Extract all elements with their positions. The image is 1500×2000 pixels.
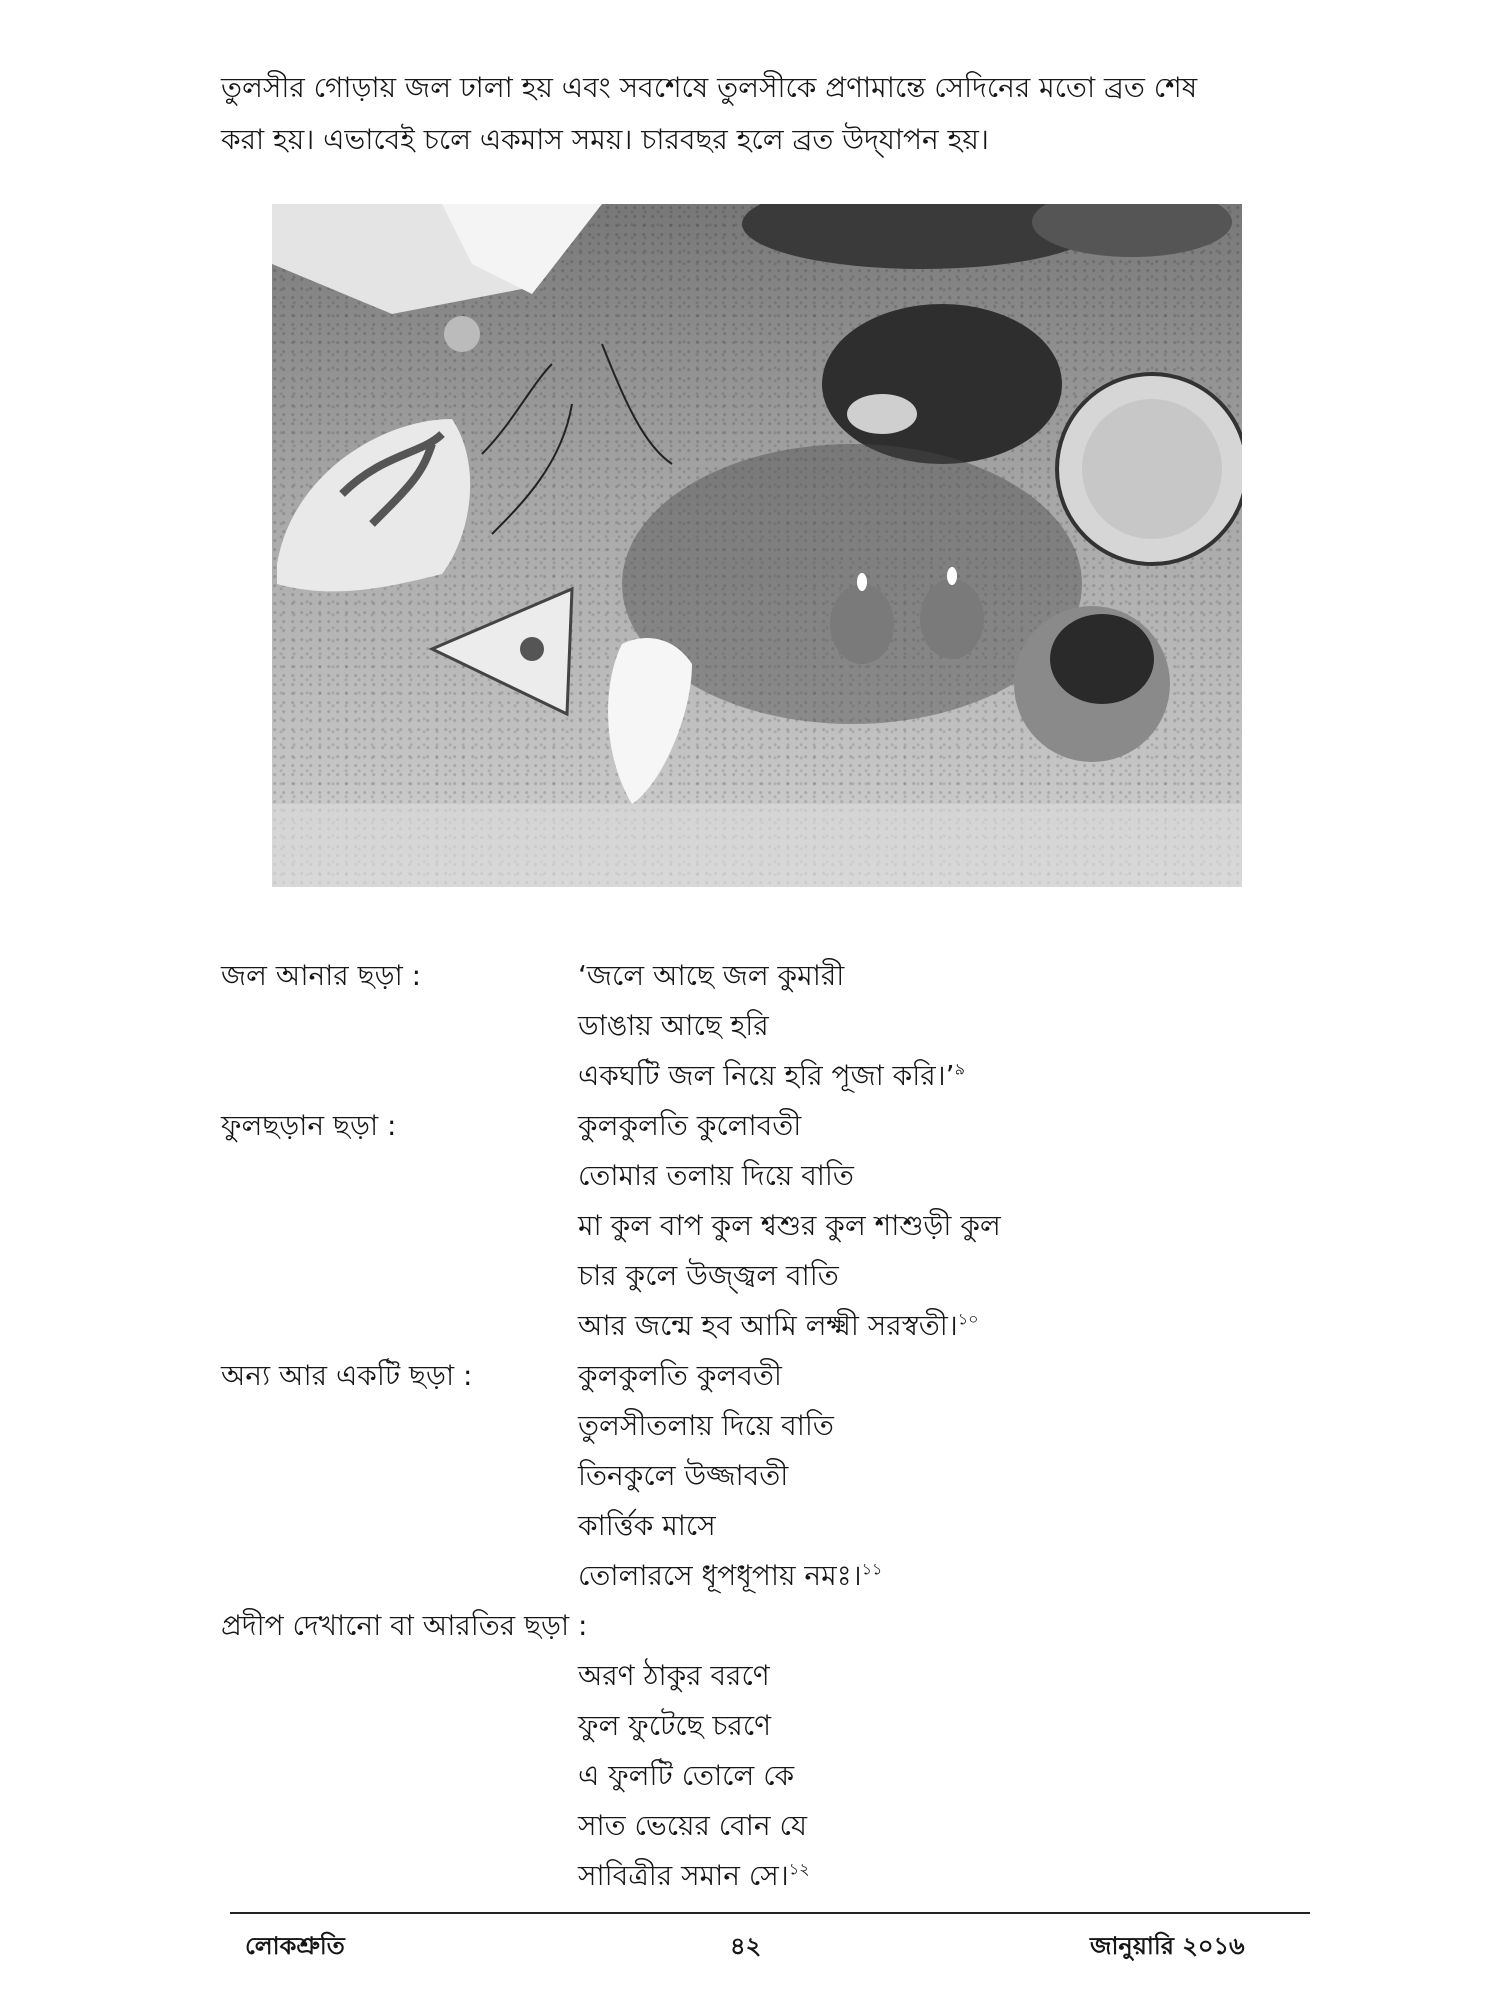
verse-line-text: একঘটি জল নিয়ে হরি পূজা করি।’ <box>578 1059 955 1092</box>
clay-lamp <box>920 579 984 659</box>
verse-line-text: ‘জলে আছে জল কুমারী <box>578 959 845 992</box>
issue-date: জানুয়ারি ২০১৬ <box>1090 1932 1245 1960</box>
intro-paragraph <box>221 62 1311 166</box>
soil-mound <box>622 444 1082 724</box>
verse-section-label: প্রদীপ দেখানো বা আরতির ছড়া : <box>221 1609 588 1642</box>
verse-line: চার কুলে উজ্জ্বল বাতি <box>578 1259 839 1292</box>
footnote-marker: ১১ <box>861 1559 883 1579</box>
conch-shell <box>608 638 692 804</box>
ground-foreground <box>272 804 1242 887</box>
verse-line-text: সাবিত্রীর সমান সে। <box>578 1859 789 1892</box>
verse-line-text: তোলারসে ধূপধূপায় নমঃ। <box>578 1559 862 1592</box>
verse-line: তুলসীতলায় দিয়ে বাতি <box>578 1409 834 1442</box>
ritual-photo <box>272 204 1242 887</box>
verse-line <box>578 1554 882 1601</box>
verse-line: এ ফুলটি তোলে কে <box>578 1759 795 1792</box>
footnote-marker: ৯ <box>954 1059 965 1079</box>
plant-twigs <box>482 344 672 534</box>
offering-flowers <box>847 394 917 434</box>
metal-plate-inner <box>1082 399 1222 539</box>
intro-line: করা হয়। এভাবেই চলে একমাস সময়। চারবছর হলে ব্রত উদ্‌যাপন হয়। <box>221 123 989 156</box>
footnote-marker: ১২ <box>788 1859 810 1879</box>
verse-line: মা কুল বাপ কুল শ্বশুর কুল শাশুড়ী কুল <box>578 1209 1001 1242</box>
footer-divider <box>230 1912 1310 1914</box>
verse-line <box>578 1054 965 1101</box>
verse-collection <box>0 940 1500 1900</box>
ritual-photo-drawing <box>272 204 1242 887</box>
verse-line: তিনকুলে উজ্জাবতী <box>578 1459 789 1492</box>
verse-section-label: অন্য আর একটি ছড়া : <box>221 1359 473 1392</box>
verse-line: সাত ভেয়ের বোন যে <box>578 1809 807 1842</box>
verse-section-label: ফুলছড়ান ছড়া : <box>221 1109 397 1142</box>
verse-line: ফুল ফুটেছে চরণে <box>578 1709 772 1742</box>
footnote-marker: ১০ <box>957 1309 979 1329</box>
verse-line: তোমার তলায় দিয়ে বাতি <box>578 1159 854 1192</box>
leaf-plate <box>277 419 470 591</box>
brass-pot-opening <box>1050 614 1154 704</box>
tulsi-hollow <box>822 304 1062 464</box>
verse-line <box>578 1304 979 1351</box>
verse-line <box>578 954 844 1001</box>
verse-line: কুলকুলতি কুলোবতী <box>578 1109 802 1142</box>
small-coin <box>444 316 480 352</box>
clay-lamp <box>830 584 894 664</box>
lamp-flame <box>947 567 957 585</box>
intro-line: তুলসীর গোড়ায় জল ঢালা হয় এবং সবশেষে তুলসীকে প্রণামান্তে সেদিনের মতো ব্রত শেষ <box>221 71 1198 104</box>
verse-line: কার্ত্তিক মাসে <box>578 1509 716 1542</box>
verse-line: কুলকুলতি কুলবতী <box>578 1359 782 1392</box>
verse-line: ডাঙায় আছে হরি <box>578 1009 769 1042</box>
verse-line-text: আর জন্মে হব আমি লক্ষ্মী সরস্বতী। <box>578 1309 958 1342</box>
verse-line <box>578 1854 810 1901</box>
lamp-stand-center <box>520 637 544 661</box>
verse-line: অরণ ঠাকুর বরণে <box>578 1659 770 1692</box>
triangle-lamp-stand <box>432 589 572 714</box>
journal-name: লোকশ্রুতি <box>245 1932 345 1960</box>
verse-section-label: জল আনার ছড়া : <box>221 959 422 992</box>
lamp-flame <box>857 573 867 591</box>
page-number: ৪২ <box>730 1932 762 1960</box>
